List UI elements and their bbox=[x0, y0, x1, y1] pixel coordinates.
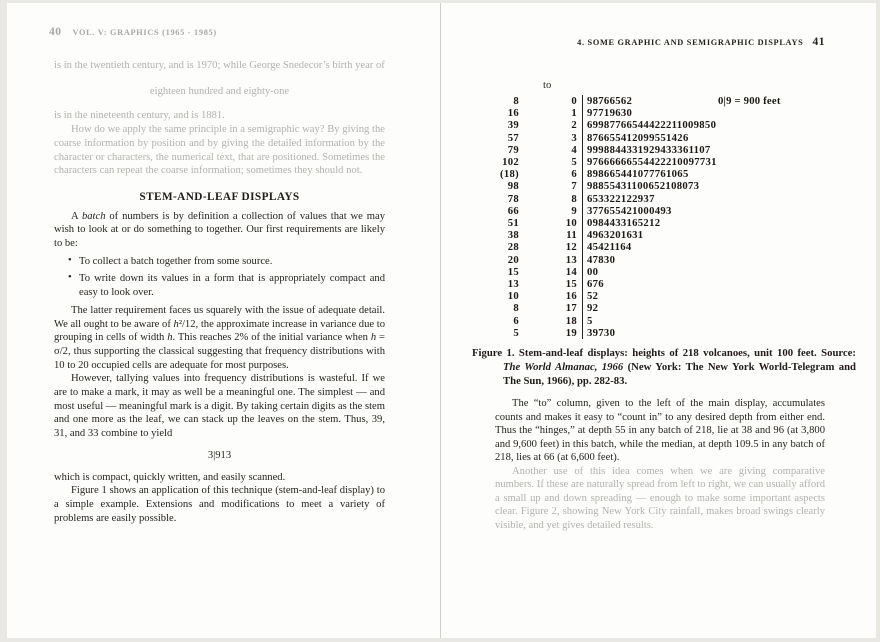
bullet-item bbox=[54, 272, 385, 299]
leaves-value: 0984433165212 bbox=[582, 217, 660, 229]
leaves-value: 653322122937 bbox=[582, 193, 655, 205]
text-run: To collect a batch together from some source. bbox=[79, 255, 273, 267]
leaves-value: 98766562 bbox=[582, 95, 632, 107]
stem-value: 6 bbox=[571, 168, 577, 181]
stem-leaf-row bbox=[495, 290, 876, 302]
stem-leaf-row bbox=[495, 205, 876, 217]
text-run: ²/12, the approximate increase in variance due to grouping in cells of width bbox=[54, 318, 385, 344]
text-run: is in the twentieth century, and is 1970; while George Snedecor’s birth year of bbox=[54, 60, 385, 71]
stem-leaf-row bbox=[495, 132, 876, 144]
paragraph bbox=[54, 372, 385, 441]
to-count: 6 bbox=[513, 314, 519, 327]
leaves-value: 92 bbox=[582, 302, 598, 314]
text-run: Another use of this idea comes when we are giving comparative numbers. If these are naturally spread from left to right, we can usually afford a small up and down spreading — enough to make some important aspects clear. Figure 2, showing New York City rainfall, makes broad swings clearly visible, and yet gives detailed results. bbox=[495, 465, 825, 531]
bullet-icon: • bbox=[68, 254, 72, 266]
text-run: = σ/2, thus supporting the classical suggesting that frequency distributions with 10 to 20 occupied cells are adequate for most purposes. bbox=[54, 332, 386, 371]
paragraph bbox=[54, 471, 385, 485]
stem-leaf-row bbox=[495, 229, 876, 241]
to-count: (18) bbox=[499, 168, 519, 181]
to-count: 10 bbox=[507, 290, 519, 303]
text-run: The World Almanac, 1966 bbox=[503, 361, 624, 374]
leaves-value: 898665441077761065 bbox=[582, 168, 689, 180]
text-run: batch bbox=[81, 210, 106, 222]
stem-value: 14 bbox=[565, 265, 577, 278]
paragraph bbox=[495, 397, 825, 465]
text-run: h bbox=[167, 332, 173, 344]
paragraph bbox=[54, 210, 385, 251]
leaves-value: 00 bbox=[582, 266, 598, 278]
to-count: 51 bbox=[507, 217, 519, 230]
paragraph bbox=[54, 484, 385, 525]
stem-leaf-row bbox=[495, 278, 876, 290]
paragraph bbox=[495, 465, 825, 533]
stem-value: 18 bbox=[565, 314, 577, 327]
to-count: 13 bbox=[507, 278, 519, 291]
stem-leaf-row bbox=[495, 302, 876, 314]
stem-leaf-row bbox=[495, 119, 876, 131]
running-head-title-left: VOL. V: GRAPHICS (1965 - 1985) bbox=[72, 28, 217, 37]
to-count: 16 bbox=[507, 107, 519, 120]
leaves-value: 97719630 bbox=[582, 107, 632, 119]
stem-value: 19 bbox=[565, 326, 577, 339]
paragraph bbox=[54, 109, 385, 123]
text-run: h bbox=[370, 332, 377, 344]
leaves-value: 52 bbox=[582, 290, 598, 302]
stem-leaf-row bbox=[495, 315, 876, 327]
page-right bbox=[441, 3, 876, 638]
text-run: How do we apply the same principle in a semigraphic way? By giving the coarse information by position and by giving the detailed information by the character or characters, the numerical text, that are positioned. Sometimes the characters can repeat the coarse information; sometimes they should not. bbox=[54, 124, 385, 177]
leaves-value: 47830 bbox=[582, 254, 615, 266]
running-head-right bbox=[441, 36, 825, 48]
leaves-value: 676 bbox=[582, 278, 604, 290]
to-count: 39 bbox=[507, 119, 519, 132]
leaves-value: 97666666554422210097731 bbox=[582, 156, 717, 168]
text-run: The latter requirement faces us squarely with the issue of adequate detail. We all ought to be aware of bbox=[54, 304, 385, 330]
text-run: is in the nineteenth century, and is 1881. bbox=[54, 110, 225, 122]
stem-leaf-row bbox=[495, 193, 876, 205]
page-number-right: 41 bbox=[812, 36, 825, 48]
unit-legend: 0|9 = 900 feet bbox=[718, 95, 781, 107]
text-run: h bbox=[173, 318, 179, 330]
stem-leaf-row bbox=[495, 144, 876, 156]
running-head-left bbox=[49, 26, 440, 38]
text-run: which is compact, quickly written, and easily scanned. bbox=[54, 471, 286, 483]
text-run: 3|913 bbox=[207, 449, 232, 461]
to-count: 38 bbox=[507, 229, 519, 242]
text-run: A bbox=[71, 210, 82, 222]
stem-value: 17 bbox=[565, 302, 577, 315]
to-count: 79 bbox=[507, 143, 519, 156]
page-left bbox=[7, 3, 441, 638]
stem-value: 8 bbox=[571, 192, 577, 205]
stem-leaf-row bbox=[495, 327, 876, 339]
continuation-paragraph bbox=[54, 59, 385, 73]
bullet-item bbox=[54, 255, 385, 269]
text-run: . This reaches 2% of the initial variance when bbox=[172, 332, 371, 344]
section-heading bbox=[54, 191, 385, 205]
to-count: 28 bbox=[507, 241, 519, 254]
stem-leaf-row bbox=[495, 180, 876, 192]
stem-value: 15 bbox=[565, 278, 577, 291]
page-number-left: 40 bbox=[49, 26, 62, 38]
stem-leaf-row bbox=[495, 107, 876, 119]
leaves-value: 5 bbox=[582, 315, 593, 327]
running-head-title-right: 4. SOME GRAPHIC AND SEMIGRAPHIC DISPLAYS bbox=[577, 38, 804, 47]
bullet-icon: • bbox=[68, 272, 72, 284]
stem-value: 7 bbox=[571, 180, 577, 193]
leaves-value: 69987766544422211009850 bbox=[582, 119, 716, 131]
to-count: 8 bbox=[513, 302, 519, 315]
text-run: Figure 1. bbox=[472, 347, 515, 360]
text-run: The “to” column, given to the left of the main display, accumulates counts and makes it easy to “count in” to any desired depth from either end. Thus the “hinges,” at depth 55 in any batch of 218, lie at 38 and 96 (at 3,800 and 9,600 feet) in this batch, while the median, at depth 109.5 in any batch of 218, lies at 66 (at 6,600 feet). bbox=[495, 398, 825, 464]
leaves-value: 39730 bbox=[582, 327, 615, 339]
leaves-value: 377655421000493 bbox=[582, 205, 672, 217]
stem-value: 10 bbox=[565, 217, 577, 230]
stem-leaf-row bbox=[495, 217, 876, 229]
left-page-body bbox=[54, 59, 385, 525]
to-count: 78 bbox=[507, 192, 519, 205]
text-run: STEM-AND-LEAF DISPLAYS bbox=[139, 190, 300, 203]
stem-value: 16 bbox=[565, 290, 577, 303]
stem-leaf-row bbox=[495, 241, 876, 253]
paragraph bbox=[54, 123, 385, 178]
text-run: However, tallying values into frequency distributions is wasteful. If we are to make a mark, it may as well be a meaningful one. The simplest — and most useful — meaningful mark is a digit. By taking certain digits as the stem and one more as the leaf, we can stack up the leaves on the stem. Thus, 39, 31, and 33 combine to yield bbox=[54, 373, 385, 440]
text-run: Figure 1 shows an application of this technique (stem-and-leaf display) to a simple example. Extensions and modifications to meet a variety of problems are easily possible. bbox=[54, 485, 385, 524]
stem-value: 9 bbox=[571, 204, 577, 217]
stem-value: 1 bbox=[571, 107, 577, 120]
text-run: Stem-and-leaf displays: heights of 218 volcanoes, unit 100 feet. Source: bbox=[514, 347, 856, 360]
leaves-value: 45421164 bbox=[582, 241, 632, 253]
stem-value: 12 bbox=[565, 241, 577, 254]
leaves-value: 9998844331929433361107 bbox=[582, 144, 711, 156]
display-line-stemleaf bbox=[54, 449, 385, 463]
to-count: 102 bbox=[502, 156, 519, 169]
stem-value: 2 bbox=[571, 119, 577, 132]
text-run: eighteen hundred and eighty-one bbox=[149, 85, 290, 97]
to-count: 8 bbox=[513, 95, 519, 107]
text-run: of numbers is by definition a collection of values that we may wish to look at or do something to together. Our first requirements are likely to be: bbox=[54, 210, 386, 250]
stem-and-leaf-table bbox=[495, 95, 876, 339]
stem-value: 3 bbox=[571, 131, 577, 144]
stem-value: 0 bbox=[571, 95, 577, 107]
to-count: 98 bbox=[507, 180, 519, 193]
to-count: 20 bbox=[507, 253, 519, 266]
to-count: 57 bbox=[507, 131, 519, 144]
text-run: (New York: The New York World-Telegram and The Sun, 1966), pp. 282-83. bbox=[503, 361, 856, 388]
stem-value: 11 bbox=[566, 229, 577, 242]
stem-value: 13 bbox=[565, 253, 577, 266]
figure-caption bbox=[472, 346, 856, 388]
stem-leaf-row bbox=[495, 156, 876, 168]
to-count: 5 bbox=[513, 326, 519, 339]
leaves-value: 4963201631 bbox=[582, 229, 643, 241]
display-line-year bbox=[54, 85, 385, 99]
stem-leaf-row bbox=[495, 95, 876, 107]
leaves-value: 98855431100652108073 bbox=[582, 180, 699, 192]
to-column-label: to bbox=[543, 80, 552, 91]
right-page-body bbox=[495, 397, 825, 532]
leaves-value: 876655412099551426 bbox=[582, 132, 689, 144]
paragraph bbox=[54, 304, 385, 373]
stem-leaf-row bbox=[495, 254, 876, 266]
text-run: To write down its values in a form that is appropriately compact and easy to look over. bbox=[79, 273, 385, 299]
stem-value: 5 bbox=[571, 156, 577, 169]
stem-leaf-row bbox=[495, 168, 876, 180]
to-count: 15 bbox=[507, 265, 519, 278]
stem-value: 4 bbox=[571, 143, 577, 156]
stem-leaf-row bbox=[495, 266, 876, 278]
to-count: 66 bbox=[507, 204, 519, 217]
